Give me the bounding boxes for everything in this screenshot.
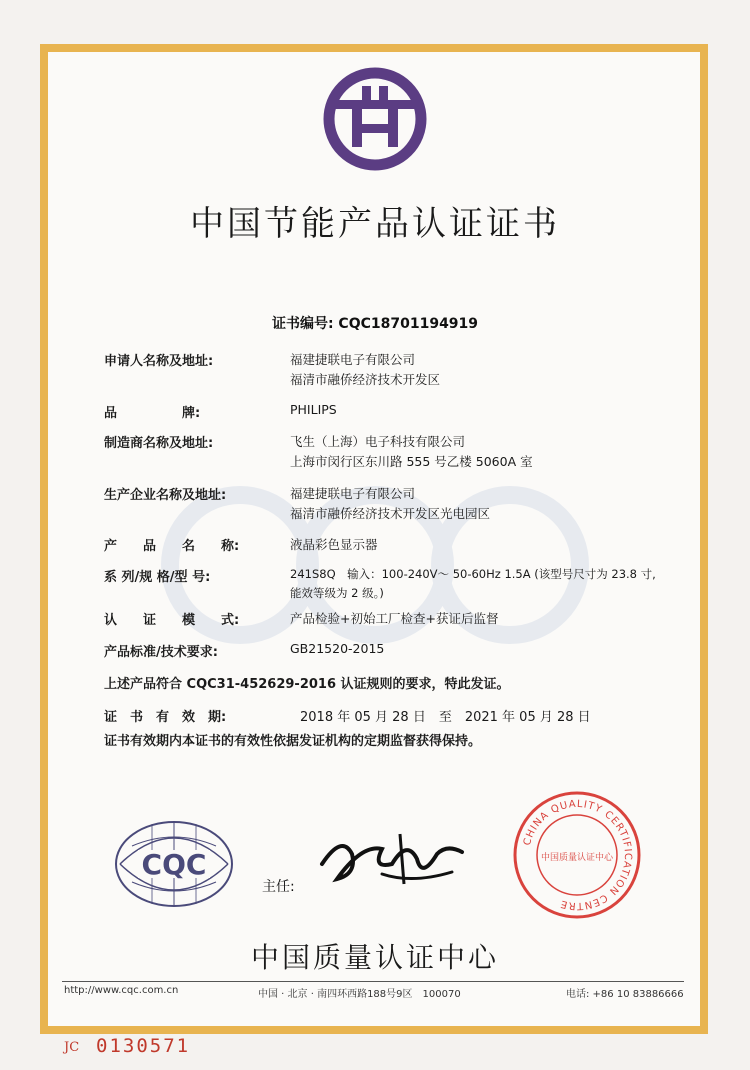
field-value-factory-address: 福清市融侨经济技术开发区光电园区	[290, 506, 491, 521]
field-label-product: 产 品 名 称:	[104, 539, 240, 554]
director-label: 主任:	[262, 879, 295, 895]
field-value-standard: GB21520-2015	[290, 641, 385, 656]
field-value-applicant-address: 福清市融侨经济技术开发区	[290, 372, 441, 387]
seal-chinese-text: 中国质量认证中心	[540, 853, 614, 863]
validity-value: 2018 年 05 月 28 日 至 2021 年 05 月 28 日	[300, 710, 591, 725]
serial-prefix: JC	[64, 1040, 80, 1055]
issuing-center-name: 中国质量认证中心	[250, 941, 499, 974]
field-value-factory-name: 福建捷联电子有限公司	[290, 486, 416, 501]
field-label-factory: 生产企业名称及地址:	[104, 488, 227, 503]
field-value-brand: PHILIPS	[290, 402, 337, 417]
certification-seal	[512, 790, 642, 920]
director-signature	[312, 824, 472, 894]
serial-number: 0130571	[96, 1035, 191, 1057]
field-value-applicant-name: 福建捷联电子有限公司	[290, 352, 416, 367]
field-label-applicant: 申请人名称及地址:	[104, 354, 214, 369]
footer-divider	[62, 981, 684, 982]
conformity-statement: 上述产品符合 CQC31-452629-2016 认证规则的要求，特此发证。	[104, 677, 510, 692]
footer-website: http://www.cqc.com.cn	[64, 985, 179, 996]
certificate-title: 中国节能产品认证证书	[190, 204, 560, 244]
validity-label: 证 书 有 效 期:	[104, 710, 227, 725]
field-value-manufacturer-name: 飞生（上海）电子科技有限公司	[290, 434, 466, 449]
cqc-logo-text: CQC	[141, 848, 207, 881]
field-label-standard: 产品标准/技术要求:	[104, 645, 218, 660]
energy-saving-logo-icon	[322, 66, 428, 172]
seal-english-text: CHINA QUALITY CERTIFICATION CENTRE	[521, 798, 634, 912]
field-value-model-line1: 241S8Q 输入：100-240V～ 50-60Hz 1.5A (该型号尺寸为 23.8 寸,	[290, 567, 656, 581]
field-label-model: 系 列/规 格/型 号:	[104, 570, 211, 585]
field-label-mode: 认 证 模 式:	[104, 613, 240, 628]
field-label-brand: 品 牌:	[104, 406, 201, 421]
cqc-logo-icon	[112, 818, 236, 910]
field-value-mode: 产品检验+初始工厂检查+获证后监督	[290, 611, 499, 626]
field-value-product: 液晶彩色显示器	[290, 537, 378, 552]
footer-phone: 电话: +86 10 83886666	[566, 989, 684, 1000]
field-value-model-line2: 能效等级为 2 级。)	[290, 586, 384, 600]
field-value-manufacturer-address: 上海市闵行区东川路 555 号乙楼 5060A 室	[290, 454, 533, 469]
validity-note: 证书有效期内本证书的有效性依据发证机构的定期监督获得保持。	[104, 734, 482, 749]
field-label-manufacturer: 制造商名称及地址:	[104, 436, 214, 451]
certificate-number: 证书编号: CQC18701194919	[271, 316, 479, 332]
footer-address: 中国 · 北京 · 南四环西路188号9区 100070	[258, 989, 461, 1000]
